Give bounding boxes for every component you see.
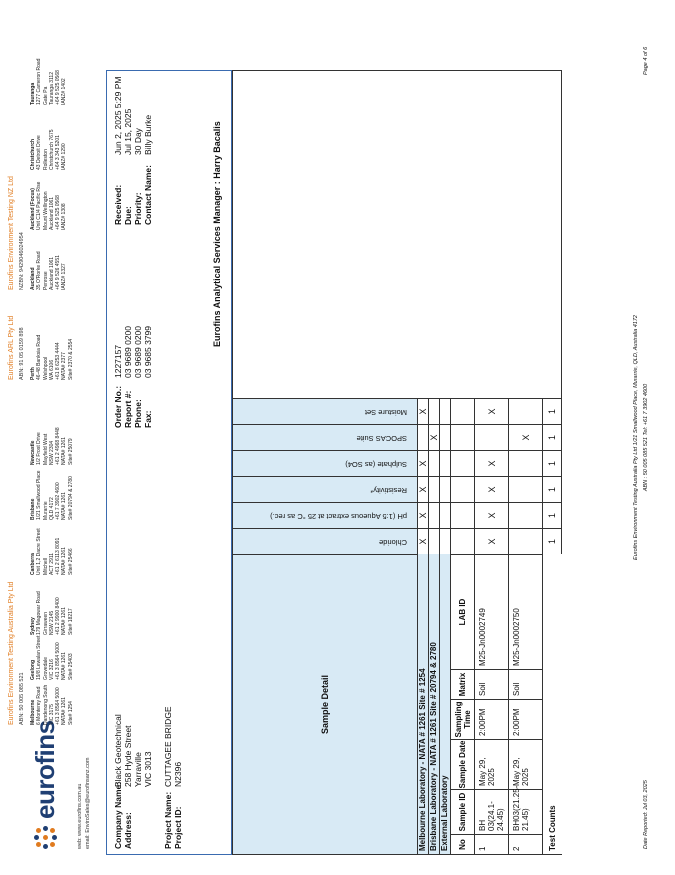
office-name: Auckland [30,267,36,290]
office-name: Brisbane [30,498,36,520]
office-line: Mayfield West [42,433,49,465]
office-line: +61 2 6113 8091 [55,537,62,575]
lab-mark [440,528,451,554]
office-line: NATA# 1261 [61,652,68,680]
header-blank-cell [451,528,475,554]
office-line: Penrose [42,271,49,290]
band-melbourne-lab: Melbourne Laboratory - NATA # 1261 Site # 1254 [418,554,429,854]
address-line-1: 258 Hyde Street [123,725,133,787]
row-mark: X [475,476,509,502]
office-line: +61 7 3902 4600 [55,482,62,520]
address-label: Address: [123,812,133,849]
analyte-label: Sulphate (as SO4) [345,460,407,469]
office-line: IANZ# 1327 [61,263,68,290]
phone-label: Phone: [133,399,143,428]
office-line: +64 9 525 0568 [55,195,62,230]
office-name: Sydney [30,617,36,635]
row-matrix: Soil [509,669,543,699]
office-name: Melbourne [30,699,36,725]
analyte-header [233,476,418,502]
date-reported: Date Reported: Jul 03, 2025 [643,780,649,849]
analyte-label: pH (1:5 Aqueous extract at 25 °C as rec.) [270,512,407,521]
priority-label: Priority: [133,192,143,225]
email-line: email: EnviroSales@eurofinsanz.com [85,757,91,849]
lab-mark: X [418,502,429,528]
row-lab-id: M25-Jn0002749 [475,554,509,669]
col-sample-date: Sample Date [451,739,475,789]
company-name-value: Black Geotechnical [113,714,123,787]
row-no: 2 [509,834,543,854]
analyte-label: Resistivity* [370,486,407,495]
services-manager: Eurofins Analytical Services Manager : Harry Bacalis [212,121,222,347]
lab-mark: X [418,398,429,424]
office-line: WA 6106 [48,359,55,380]
office-line: NSW 2304 [48,440,55,465]
lab-mark [429,528,440,554]
office-line: Site# 2370 & 2554 [67,338,74,380]
office-line: Grovedale [42,656,49,680]
row-mark [509,398,543,424]
office-line: IANZ# 1290 [61,143,68,170]
web-line: web: www.eurofins.com.au [77,783,83,849]
lab-mark [440,476,451,502]
row-mark: X [475,502,509,528]
due-value: Jul 15, 2025 [123,108,133,155]
row-mark [509,528,543,554]
office-line: VIC 3175 [48,704,55,725]
office-line: ACT 2911 [48,552,55,575]
office-line: Site# 25466 [67,548,74,575]
office-line: +64 9 526 4551 [55,255,62,290]
office-line: +61 2 9900 8400 [55,597,62,635]
row-time: 2:00PM [475,699,509,739]
project-name-value: CUTTAGEE BRIDGE [163,706,173,787]
office-line: Christchurch 7675 [48,129,55,170]
row-date: May 29, 2025 [509,739,543,789]
project-id-label: Project ID: [173,806,183,849]
abn-arl: ABN: 91 05 0159 898 [19,327,25,380]
header-blank-cell [451,450,475,476]
row-mark [509,450,543,476]
office-line: Auckland 1061 [48,196,55,230]
col-sample-id: Sample ID [451,789,475,834]
logo-dots-icon [34,825,58,849]
office-line: Unit 1,2 Dacre Street [36,528,43,575]
order-no-label: Order No.: [113,385,123,428]
office-sydney [30,565,74,635]
row-mark: X [475,450,509,476]
received-value: Jun 2, 2025 5:29 PM [113,76,123,155]
col-matrix: Matrix [451,669,475,699]
office-line: NSW 2145 [48,610,55,635]
lab-mark [440,424,451,450]
office-line: Mitchell [42,558,49,575]
lab-mark: X [418,528,429,554]
order-no-value: 1227157 [113,344,123,378]
analyte-header [233,398,418,424]
office-line: NATA# 1261 [61,697,68,725]
office-line: 179 Magowar Road [36,591,43,635]
office-line: NATA# 1261 [61,547,68,575]
row-mark [509,502,543,528]
office-line: Site# 18217 [67,608,74,635]
footer-abn: ABN : 50 005 085 521 Tel: +61 7 3902 4600 [643,383,649,492]
office-line: Murarrie [42,501,49,520]
test-count: 1 [543,450,562,476]
due-label: Due: [123,206,133,225]
office-line: Tauranga 3112 [48,72,55,105]
office-name: Perth [30,367,36,380]
office-line: VIC 3216 [48,659,55,680]
office-line: +64 9 525 0568 [55,70,62,105]
office-tauranga [30,35,68,105]
lab-mark [440,398,451,424]
office-name: Canberra [30,553,36,575]
col-no: No [451,834,475,854]
abn-nz: NZBN: 9429046024954 [19,232,25,290]
lab-mark: X [418,450,429,476]
office-line: Site# 25403 [67,653,74,680]
office-name: Geelong [30,659,36,680]
row-mark: X [475,528,509,554]
office-christchurch [30,100,68,170]
address-line-2: Yarraville [133,752,143,787]
test-count: 1 [543,502,562,528]
contact-web-email [76,758,92,849]
office-line: 6 Monterey Road [36,686,43,725]
office-name: Christchurch [30,138,36,170]
office-line: 1/2 Frost Drive [36,432,43,465]
row-mark [475,424,509,450]
analyte-label: Chloride [379,538,407,547]
test-count: 1 [543,398,562,424]
row-lab-id: M25-Jn0002750 [509,554,543,669]
analyte-header [233,528,418,554]
office-name: Auckland (Focus) [30,188,36,230]
office-newcastle [30,395,74,465]
office-line: 43 Detroit Drive [36,135,43,170]
row-sample-id: BH03(21.25-21.45) [509,789,543,834]
row-mark: X [475,398,509,424]
fax-value: 03 9685 3799 [143,326,153,378]
analyte-label: SPOCAS Suite [356,434,407,443]
row-mark [509,476,543,502]
footer-address: Eurofins Environment Testing Australia Pty Ltd 1/21 Smallwood Place, Murarrie, QLD, Australia 4172 [633,315,639,560]
office-line: 35 O'Rorke Road [36,251,43,290]
office-line: Gate Pa [42,86,49,105]
office-line: Mount Wellington [42,191,49,230]
test-counts-label: Test Counts [543,554,562,854]
logo-text: eurofins [30,720,60,819]
report-label: Report #: [123,390,133,428]
company-arl-title: Eurofins ARL Pty Ltd [8,315,15,380]
office-line: +61 3 8564 5000 [55,687,62,725]
company-nz-title: Eurofins Environment Testing NZ Ltd [8,176,15,290]
office-line: NATA# 1261 [61,437,68,465]
eurofins-logo [30,720,61,849]
contact-name-value: Billy Burke [143,114,153,155]
row-no: 1 [475,834,509,854]
lab-mark [429,476,440,502]
lab-mark [429,398,440,424]
office-line: NATA# 2377 [61,352,68,380]
office-line: IANZ# 1308 [61,203,68,230]
header-blank-cell [451,502,475,528]
office-line: Site# 20794 & 2780 [67,476,74,520]
office-line: Site# 1254 [67,701,74,725]
col-sampling-time: Sampling Time [451,699,475,739]
fax-label: Fax: [143,410,153,428]
analyte-header [233,502,418,528]
office-line: +61 8 6253 4444 [55,342,62,380]
analyte-label: Moisture Set [364,408,407,417]
office-line: 19/8 Lewalan Street [36,635,43,680]
lab-mark [440,450,451,476]
lab-mark [418,424,429,450]
contact-name-label: Contact Name: [143,165,153,225]
analyte-header [233,424,418,450]
project-id-value: N2396 [173,761,183,787]
analyte-header [233,450,418,476]
lab-mark [440,502,451,528]
sample-detail-header: Sample Detail [233,554,418,854]
row-matrix: Soil [475,669,509,699]
office-line: QLD 4172 [48,497,55,520]
page-number: Page 4 of 6 [643,46,649,75]
office-line: +64 3 343 5201 [55,135,62,170]
abn-au: ABN: 50 005 085 521 [19,672,25,725]
test-count: 1 [543,476,562,502]
office-line: Dandenong South [42,684,49,725]
band-brisbane-lab: Brisbane Laboratory - NATA # 1261 Site # 20794 & 2780 [429,554,440,854]
row-sample-id: BH 03(24.1-24.45) [475,789,509,834]
lab-mark [429,450,440,476]
address-line-3: VIC 3013 [143,751,153,787]
office-line: +61 3 8564 5000 [55,642,62,680]
office-line: Site# 25079 [67,438,74,465]
office-line: Auckland 1061 [48,256,55,290]
office-name: Newcastle [30,440,36,465]
lab-mark: X [429,424,440,450]
row-date: May 29, 2025 [475,739,509,789]
lab-mark: X [418,476,429,502]
office-line: NATA# 1261 [61,607,68,635]
row-time: 2:00PM [509,699,543,739]
lab-mark [429,502,440,528]
office-line: 1/21 Smallwood Place [36,470,43,520]
test-count: 1 [543,424,562,450]
priority-value: 30 Day [133,128,143,155]
office-name: Tauranga [30,82,36,105]
office-line: +61 2 4968 8448 [55,427,62,465]
company-name-label: Company Name: [113,781,123,849]
office-line: 1277 Cameron Road [36,58,43,105]
header-blank-cell [451,424,475,450]
phone-value: 03 9689 0200 [133,326,143,378]
office-line: Welshpool [42,356,49,380]
report-value: 03 9689 0200 [123,326,133,378]
company-au-title: Eurofins Environment Testing Australia Pty Ltd [8,581,15,725]
office-line: Unit C1/4 Pacific Rise [36,181,43,230]
office-auckland-focus [30,160,68,230]
received-label: Received: [113,184,123,225]
header-blank-cell [451,476,475,502]
project-name-label: Project Name: [163,791,173,849]
office-line: Girraween [42,611,49,635]
office-auckland [30,220,68,290]
office-line: NATA# 1261 [61,492,68,520]
header-blank-cell [451,398,475,424]
test-count: 1 [543,528,562,554]
row-mark: X [509,424,543,450]
band-external-lab: External Laboratory [440,554,451,854]
office-line: 46-48 Banksia Road [36,334,43,380]
col-lab-id: LAB ID [451,554,475,669]
office-perth [30,310,74,380]
office-line: IANZ# 1402 [61,78,68,105]
office-line: Rolleston [42,149,49,170]
sample-table [232,70,562,855]
